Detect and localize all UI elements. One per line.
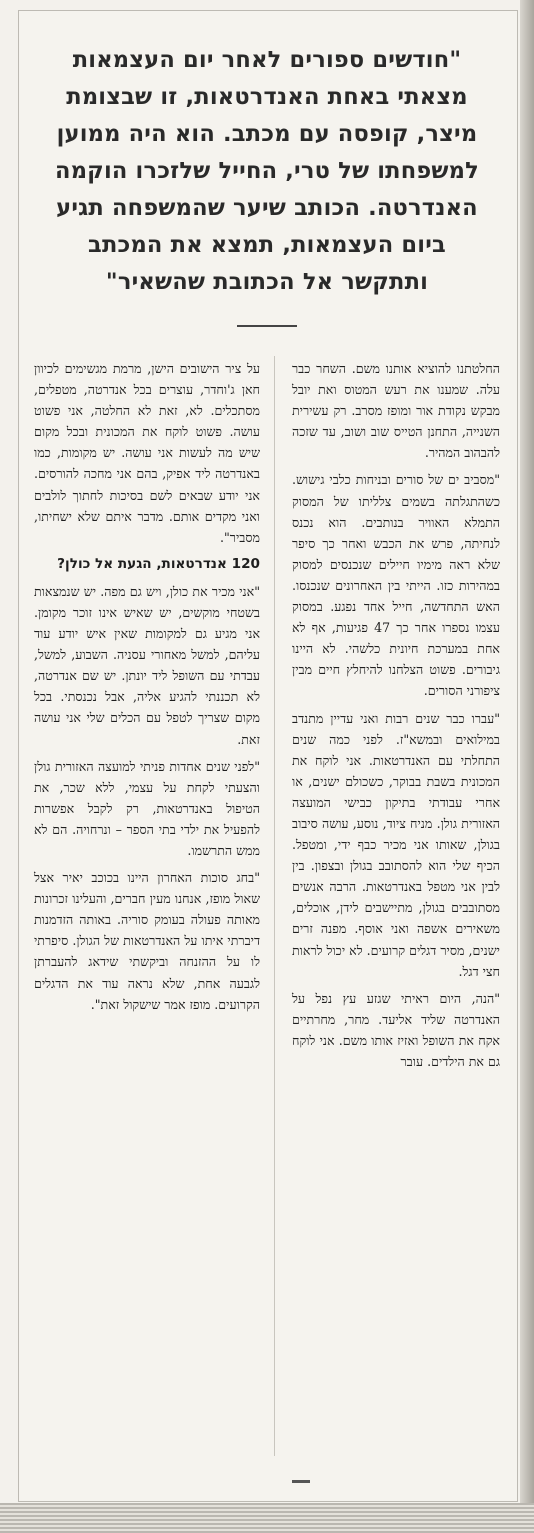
column-divider: [274, 356, 275, 1456]
paragraph: "בחג סוכות האחרון היינו בכוכב יאיר אצל שאול מופז, אנחנו מעין חברים, והעלינו זכרונות מאותה פעולה בעומק סוריה. באותה הזדמנות דיברתי איתו על האנדרטאות של הגולן. סיפרתי לו על ההזנחה וביקשתי שידאג להעברתן לגבעה אחת, שלא נראה עוד את הדגלים הקרועים. מופז אמר שישקול זאת".: [34, 870, 260, 1012]
paragraph: "אני מכיר את כולן, ויש גם מפה. יש שנמצאות בשטחי מוקשים, יש שאיש אינו זוכר מקומן. אני מגיע גם למקומות שאין איש יודע עוד עליהם, למשל מאחורי עסניה. השבוע, למשל, עבדתי עם השופל ליד יונתן. יש שם אנדרטה, לא תכננתי להגיע אליה, אבל נכנסתי. בכל מקום שצריך לטפל עם הכלים שלי אני עושה זאת.: [34, 583, 260, 747]
article-column-right: [292, 358, 500, 1078]
paragraph: "הנה, היום ראיתי שגזע עץ נפל על האנדרטה שליד אליעד. מחר, מחרתיים אקח את השופל ואזיז אותו משם. אני לוקח גם את הילדים. עובר: [292, 990, 500, 1069]
pull-quote-headline: "חודשים ספורים לאחר יום העצמאות מצאתי באחת האנדרטאות, זו שבצומת מיצר, קופסה עם מכתב. הוא היה ממוען למשפחתו של טרי, החייל שלזכרו הוקמה האנדרטה. הכותב שיער שהמשפחה תגיע ביום העצמאות, תמצא את המכתב ותתקשר אל הכתובת שהשאיר": [55, 47, 479, 295]
paragraph: "לפני שנים אחדות פניתי למועצה האזורית גולן והצעתי לקחת על עצמי, ללא שכר, את הטיפול באנדרטאות, רק לקבל אפשרות להפעיל את ילדי בתי הספר – ונרחויה. הם לא ממש התרשמו.: [34, 758, 260, 858]
scan-edge-shadow: [520, 0, 534, 1533]
article-column-left: [34, 358, 260, 1021]
headline-divider: [237, 325, 297, 327]
paragraph: "עברו כבר שנים רבות ואני עדיין מתנדב במילואים ובמשא"ז. לפני כמה שנים התחלתי עם האנדרטאות. אני לוקח את המכונית בשבת בבוקר, כשכולם ישנים, או אחרי עבודתי בתיקון כבישי המועצה האזורית גולן. מניח ציוד, נוסע, עושה סיבוב בגולן, שאותו אני מכיר כבף ידי, ומטפל. הכיף שלי הוא להסתובב בגולן ובצפון. בין לבין אני מטפל באנדרטאות. הרבה אנשים מסתובבים בגולן, מתיישבים לידן, אוכלים, משאירים אשפה ואני אוסף. מפנה זרים ישנים, מסיר דגלים קרועים. לא יכול לראות חצי דגל.: [292, 710, 500, 979]
paragraph: "מסביב ים של סורים ובניחות כלבי גישוש. כשהתגלתה בשמים צלליתו של המסוק התמלא האוויר בנותבים. הוא נכנס לנחיתה, פרש את הכבש ואחר כך סיפר שלא ראה מימיו חיילים שנכנסים למסוק במהירות כזו. הייתי בין האחרונים שנכנסו. האש התחדשה, חייל אחד נפגע. במסוק עצמו נספרו אחר כך 47 פגיעות, אף לא אחת במערכת חיונית כלשהי. לא היינו גיבורים. פשוט הצלחנו להיחלץ חיים מבין ציפורני הסורים.: [292, 472, 500, 699]
scan-bottom-border: [0, 1503, 534, 1533]
paragraph: על ציר הישובים הישן, מרמת מגשימים לכיוון חאן ג'וחדר, עוצרים בכל אנדרטה, מטפלים, מסתכלים. לא, זאת לא החלטה, אני פשוט עושה. פשוט לוקח את המכונית ובכל מקום שיש מה לעשות אני עושה. יש מקומות, כמו באנדרטה ליד אפיק, בהם אני מחכה להורסים. אני יודע שבאים לשם בסיכות לחתוך לולבים ואני מקדים אותם. מדבר איתם שלא ישחיתו, מסביר".: [34, 361, 260, 545]
paragraph: החלטתנו להוציא אותנו משם. השחר כבר עלה. שמענו את רעש המטוס ואת יובל מבקש נקודת אור ומופז מסרב. רק עשירית השנייה, התחנן הטייס שוב ושוב, עד שזכה להבהוב המהיר.: [292, 361, 500, 461]
end-mark: [292, 1480, 310, 1483]
question-subhead: 120 אנדרטאות, הגעת אל כולן?: [57, 555, 260, 572]
